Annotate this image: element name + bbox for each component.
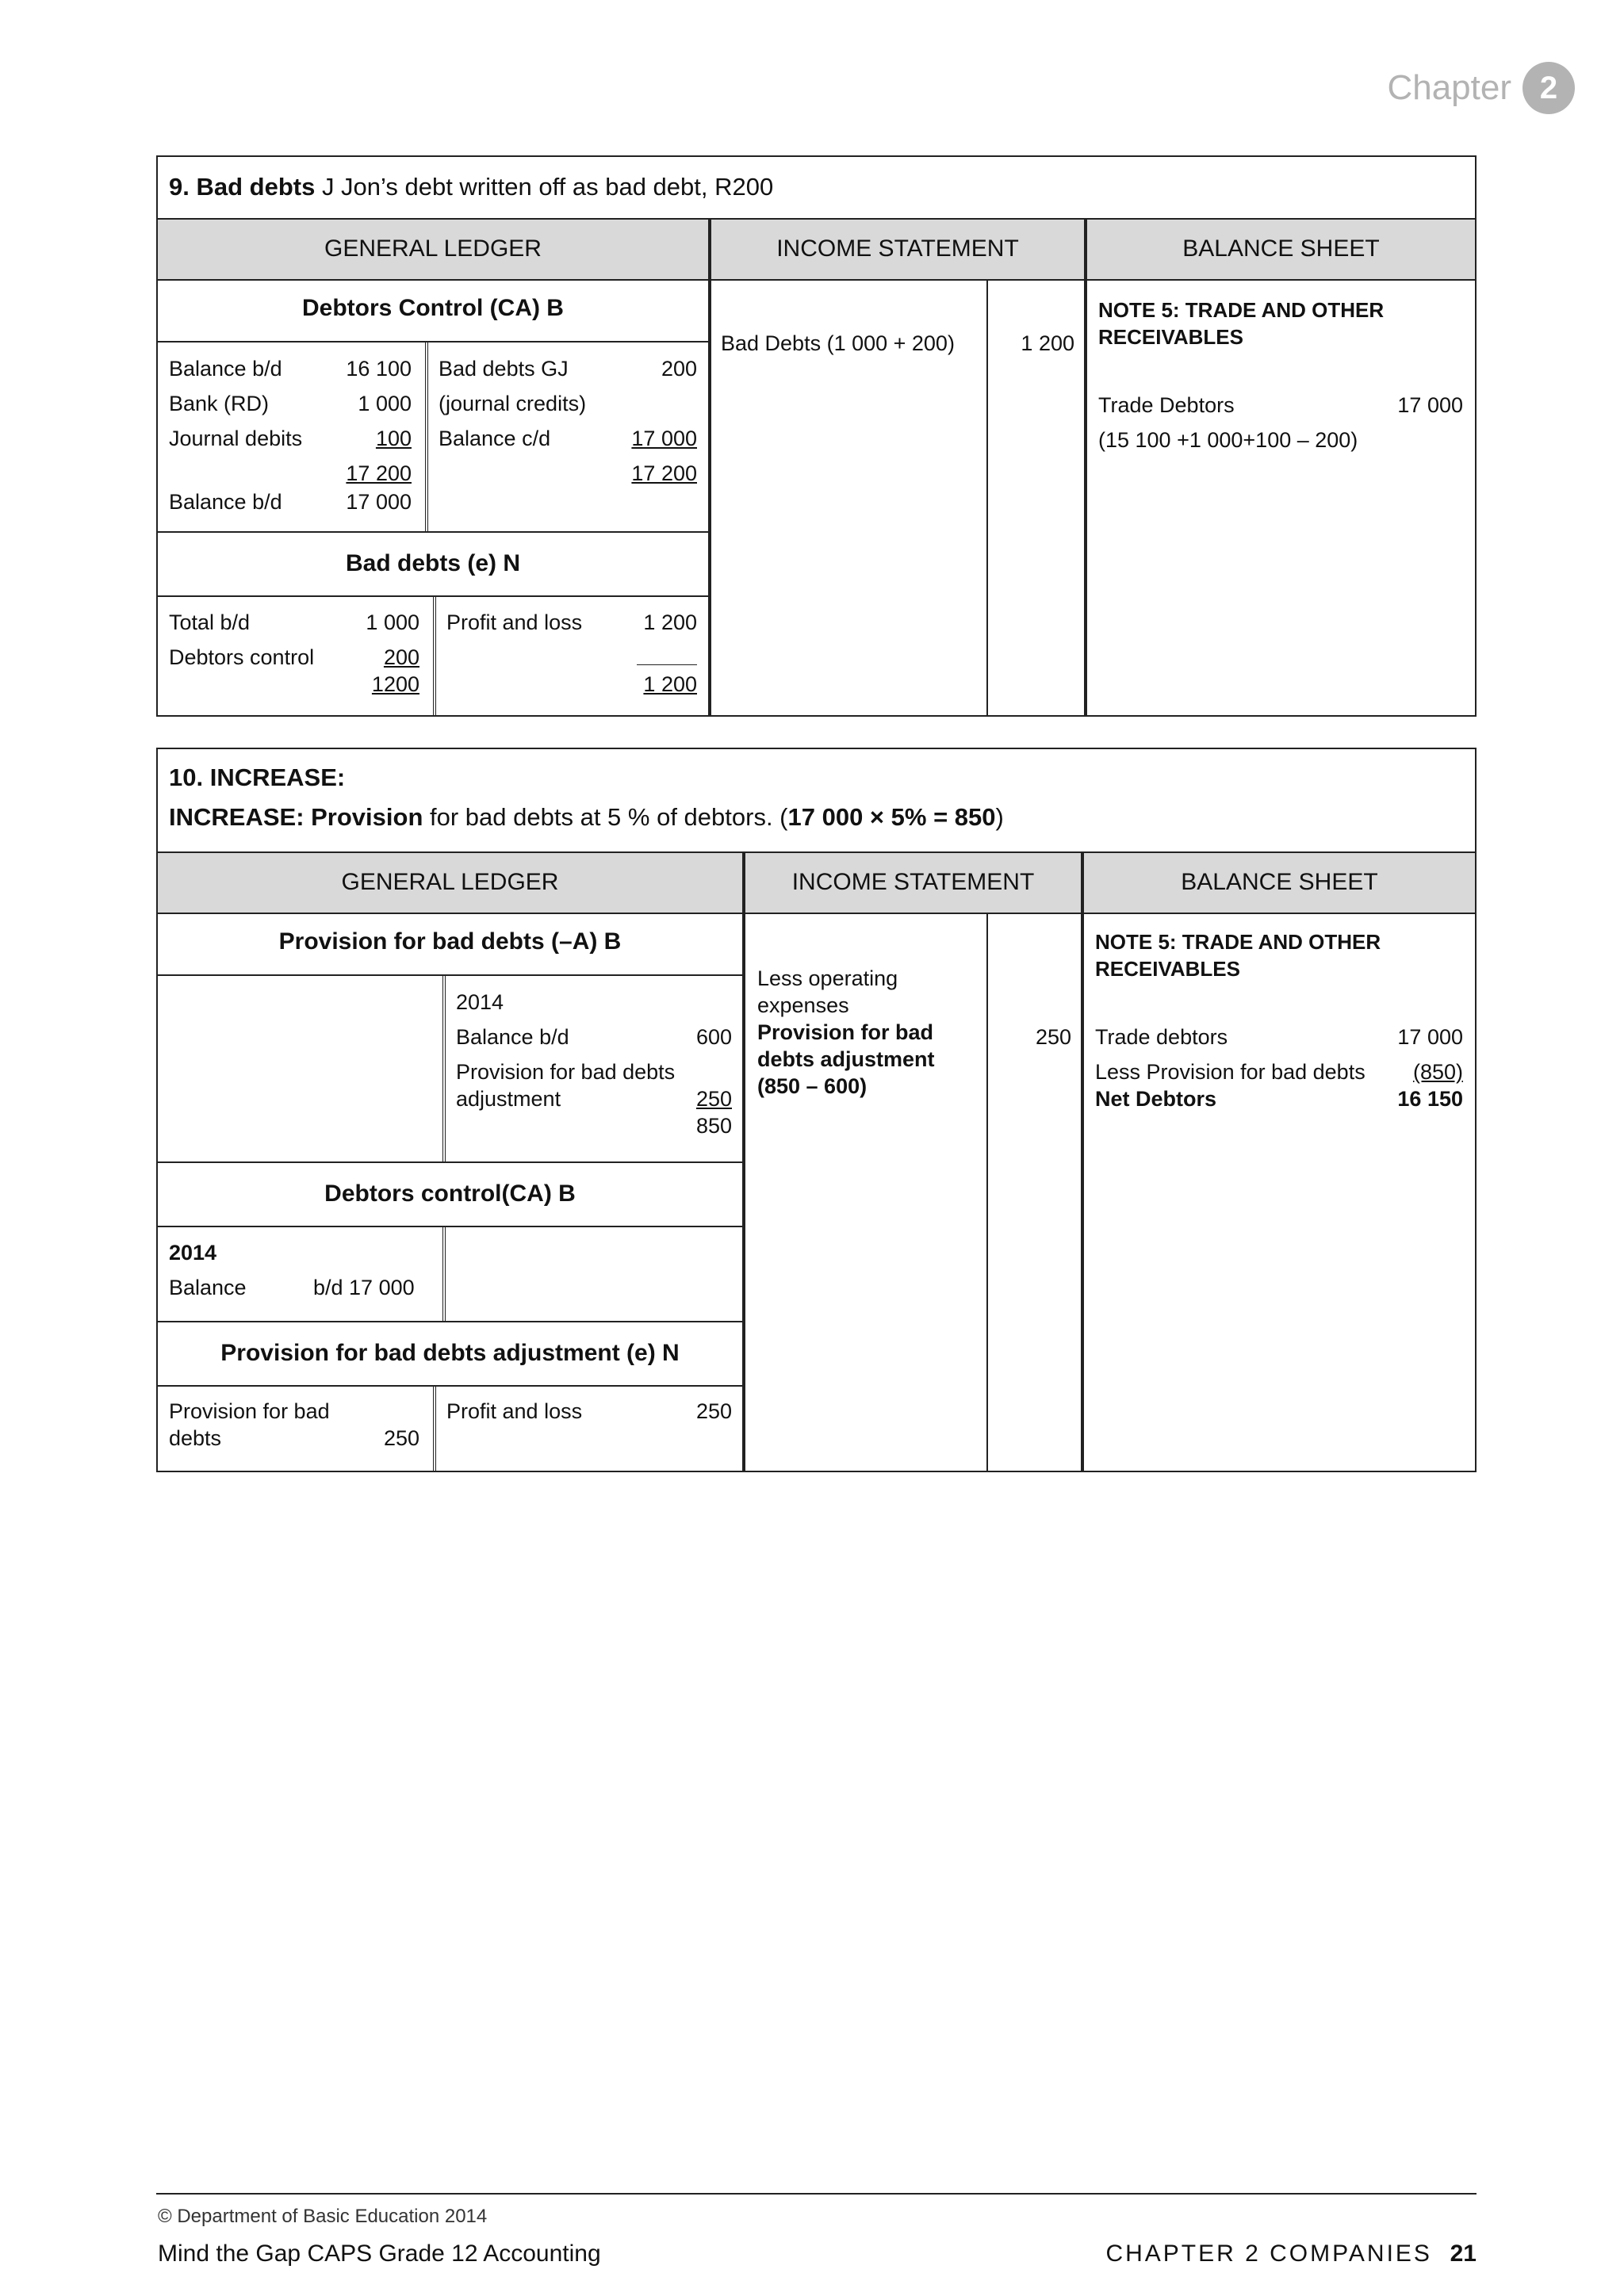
- is2-line-2: expenses: [757, 993, 849, 1017]
- dc-debit-label-2: Bank (RD): [169, 392, 270, 415]
- bd-debit-label-2: Debtors control: [169, 645, 315, 669]
- is2-line-5: (850 – 600): [757, 1074, 868, 1098]
- dc-debit-label-5: Balance b/d: [169, 490, 282, 514]
- pa-credit-label: Profit and loss: [446, 1399, 583, 1423]
- dc-debit-label-1: Balance b/d: [169, 357, 282, 381]
- bd-debit-total: 1200: [371, 672, 419, 696]
- dc-credit-label-2: (journal credits): [439, 392, 587, 415]
- is2-line-3: Provision for bad: [757, 1020, 934, 1044]
- dc-debit-amount-5: 17 000: [346, 490, 412, 514]
- dc-debit-total: 17 200: [346, 461, 412, 485]
- bd-debit-amount-2: 200: [383, 645, 419, 669]
- provision-increase-box: [156, 748, 1477, 1472]
- dc-credit-amount-3: 17 000: [631, 427, 697, 450]
- bs2-net-label: Net Debtors: [1095, 1087, 1217, 1111]
- box2-header-balance-sheet: BALANCE SHEET: [1181, 869, 1378, 895]
- box1-title: 9. Bad debts J Jon’s debt written off as bad debt, R200: [169, 173, 774, 201]
- bs2-less-label: Less Provision for bad debts: [1095, 1060, 1365, 1084]
- prov-year: 2014: [456, 990, 504, 1014]
- dc-credit-label-3: Balance c/d: [439, 427, 551, 450]
- footer-chapter-label: CHAPTER 2 COMPANIES: [1105, 2241, 1432, 2267]
- dc2-balance-ref: b/d 17 000: [313, 1276, 415, 1299]
- chapter-number-badge: 2: [1522, 62, 1575, 114]
- box2-header-income-statement: INCOME STATEMENT: [791, 869, 1035, 895]
- bad-debts-account-title: Bad debts (e) N: [345, 550, 521, 576]
- dc-debit-amount-3: 100: [375, 427, 412, 450]
- dc-debit-amount-2: 1 000: [358, 392, 412, 415]
- box2-title-line2: INCREASE: Provision for bad debts at 5 % of debtors. (17 000 × 5% = 850): [169, 803, 1004, 831]
- bd-credit-total: 1 200: [643, 672, 697, 696]
- bs2-less-amount: (850): [1412, 1060, 1463, 1084]
- box1-header-income-statement: INCOME STATEMENT: [776, 235, 1019, 262]
- prov-balance-label: Balance b/d: [456, 1025, 569, 1049]
- dc-debit-label-3: Journal debits: [169, 427, 303, 450]
- dc2-year: 2014: [169, 1241, 217, 1265]
- box1-header-balance-sheet: BALANCE SHEET: [1182, 235, 1380, 262]
- bd-debit-amount-1: 1 000: [366, 610, 419, 634]
- is2-amount: 250: [1035, 1025, 1071, 1049]
- prov-adj-label-2: adjustment: [456, 1087, 561, 1111]
- bs2-net-amount: 16 150: [1397, 1087, 1463, 1111]
- bs-trade-debtors-label: Trade Debtors: [1098, 393, 1235, 417]
- chapter-tab: [1387, 62, 1575, 114]
- pa-debit-label-1: Provision for bad: [169, 1399, 330, 1423]
- footer-copyright: © Department of Basic Education 2014: [158, 2206, 488, 2227]
- pa-debit-label-2: debts: [169, 1426, 222, 1450]
- bad-debts-box: [156, 155, 1477, 717]
- prov-adj-label-1: Provision for bad debts: [456, 1060, 676, 1084]
- footer-rule: [156, 2193, 1477, 2195]
- box2-title-line1: 10. INCREASE:: [169, 763, 346, 791]
- prov-adj-amount: 250: [695, 1087, 732, 1111]
- prov-balance-amount: 600: [695, 1025, 732, 1049]
- box1-header-general-ledger: GENERAL LEDGER: [324, 235, 542, 262]
- bd-credit-label-1: Profit and loss: [446, 610, 583, 634]
- footer-book-title: Mind the Gap CAPS Grade 12 Accounting: [158, 2241, 601, 2267]
- is-bad-debts-amount: 1 200: [1021, 331, 1074, 355]
- debtors-control-title-2: Debtors control(CA) B: [324, 1181, 576, 1207]
- dc-debit-amount-1: 16 100: [346, 357, 412, 381]
- debtors-control-title: Debtors Control (CA) B: [302, 295, 564, 321]
- is2-line-1: Less operating: [757, 966, 898, 990]
- pa-credit-amount: 250: [695, 1399, 732, 1423]
- footer-page-number: 21: [1450, 2241, 1477, 2267]
- bs-note-title: NOTE 5: TRADE AND OTHER RECEIVABLES: [1098, 298, 1385, 349]
- bd-credit-amount-1: 1 200: [643, 610, 697, 634]
- dc-credit-label-1: Bad debts GJ: [439, 357, 569, 381]
- chapter-word: Chapter: [1387, 68, 1511, 107]
- bs2-trade-label: Trade debtors: [1095, 1025, 1228, 1049]
- box2-header-general-ledger: GENERAL LEDGER: [341, 869, 559, 895]
- pa-debit-amount: 250: [383, 1426, 419, 1450]
- dc-credit-total: 17 200: [631, 461, 697, 485]
- provision-adjustment-title: Provision for bad debts adjustment (e) N: [220, 1340, 680, 1366]
- bs-trade-debtors-calc: (15 100 +1 000+100 – 200): [1098, 428, 1358, 452]
- bs-trade-debtors-amount: 17 000: [1397, 393, 1463, 417]
- dc2-balance-label: Balance: [169, 1276, 247, 1299]
- bs2-trade-amount: 17 000: [1397, 1025, 1463, 1049]
- is-bad-debts-label: Bad Debts (1 000 + 200): [721, 331, 955, 355]
- is2-line-4: debts adjustment: [757, 1047, 935, 1071]
- footer-chapter: [1105, 2241, 1477, 2267]
- provision-account-title: Provision for bad debts (–A) B: [278, 928, 622, 955]
- prov-total: 850: [695, 1114, 732, 1138]
- bs2-note-title: NOTE 5: TRADE AND OTHER RECEIVABLES: [1095, 930, 1381, 981]
- dc-credit-amount-1: 200: [661, 357, 697, 381]
- bd-debit-label-1: Total b/d: [169, 610, 251, 634]
